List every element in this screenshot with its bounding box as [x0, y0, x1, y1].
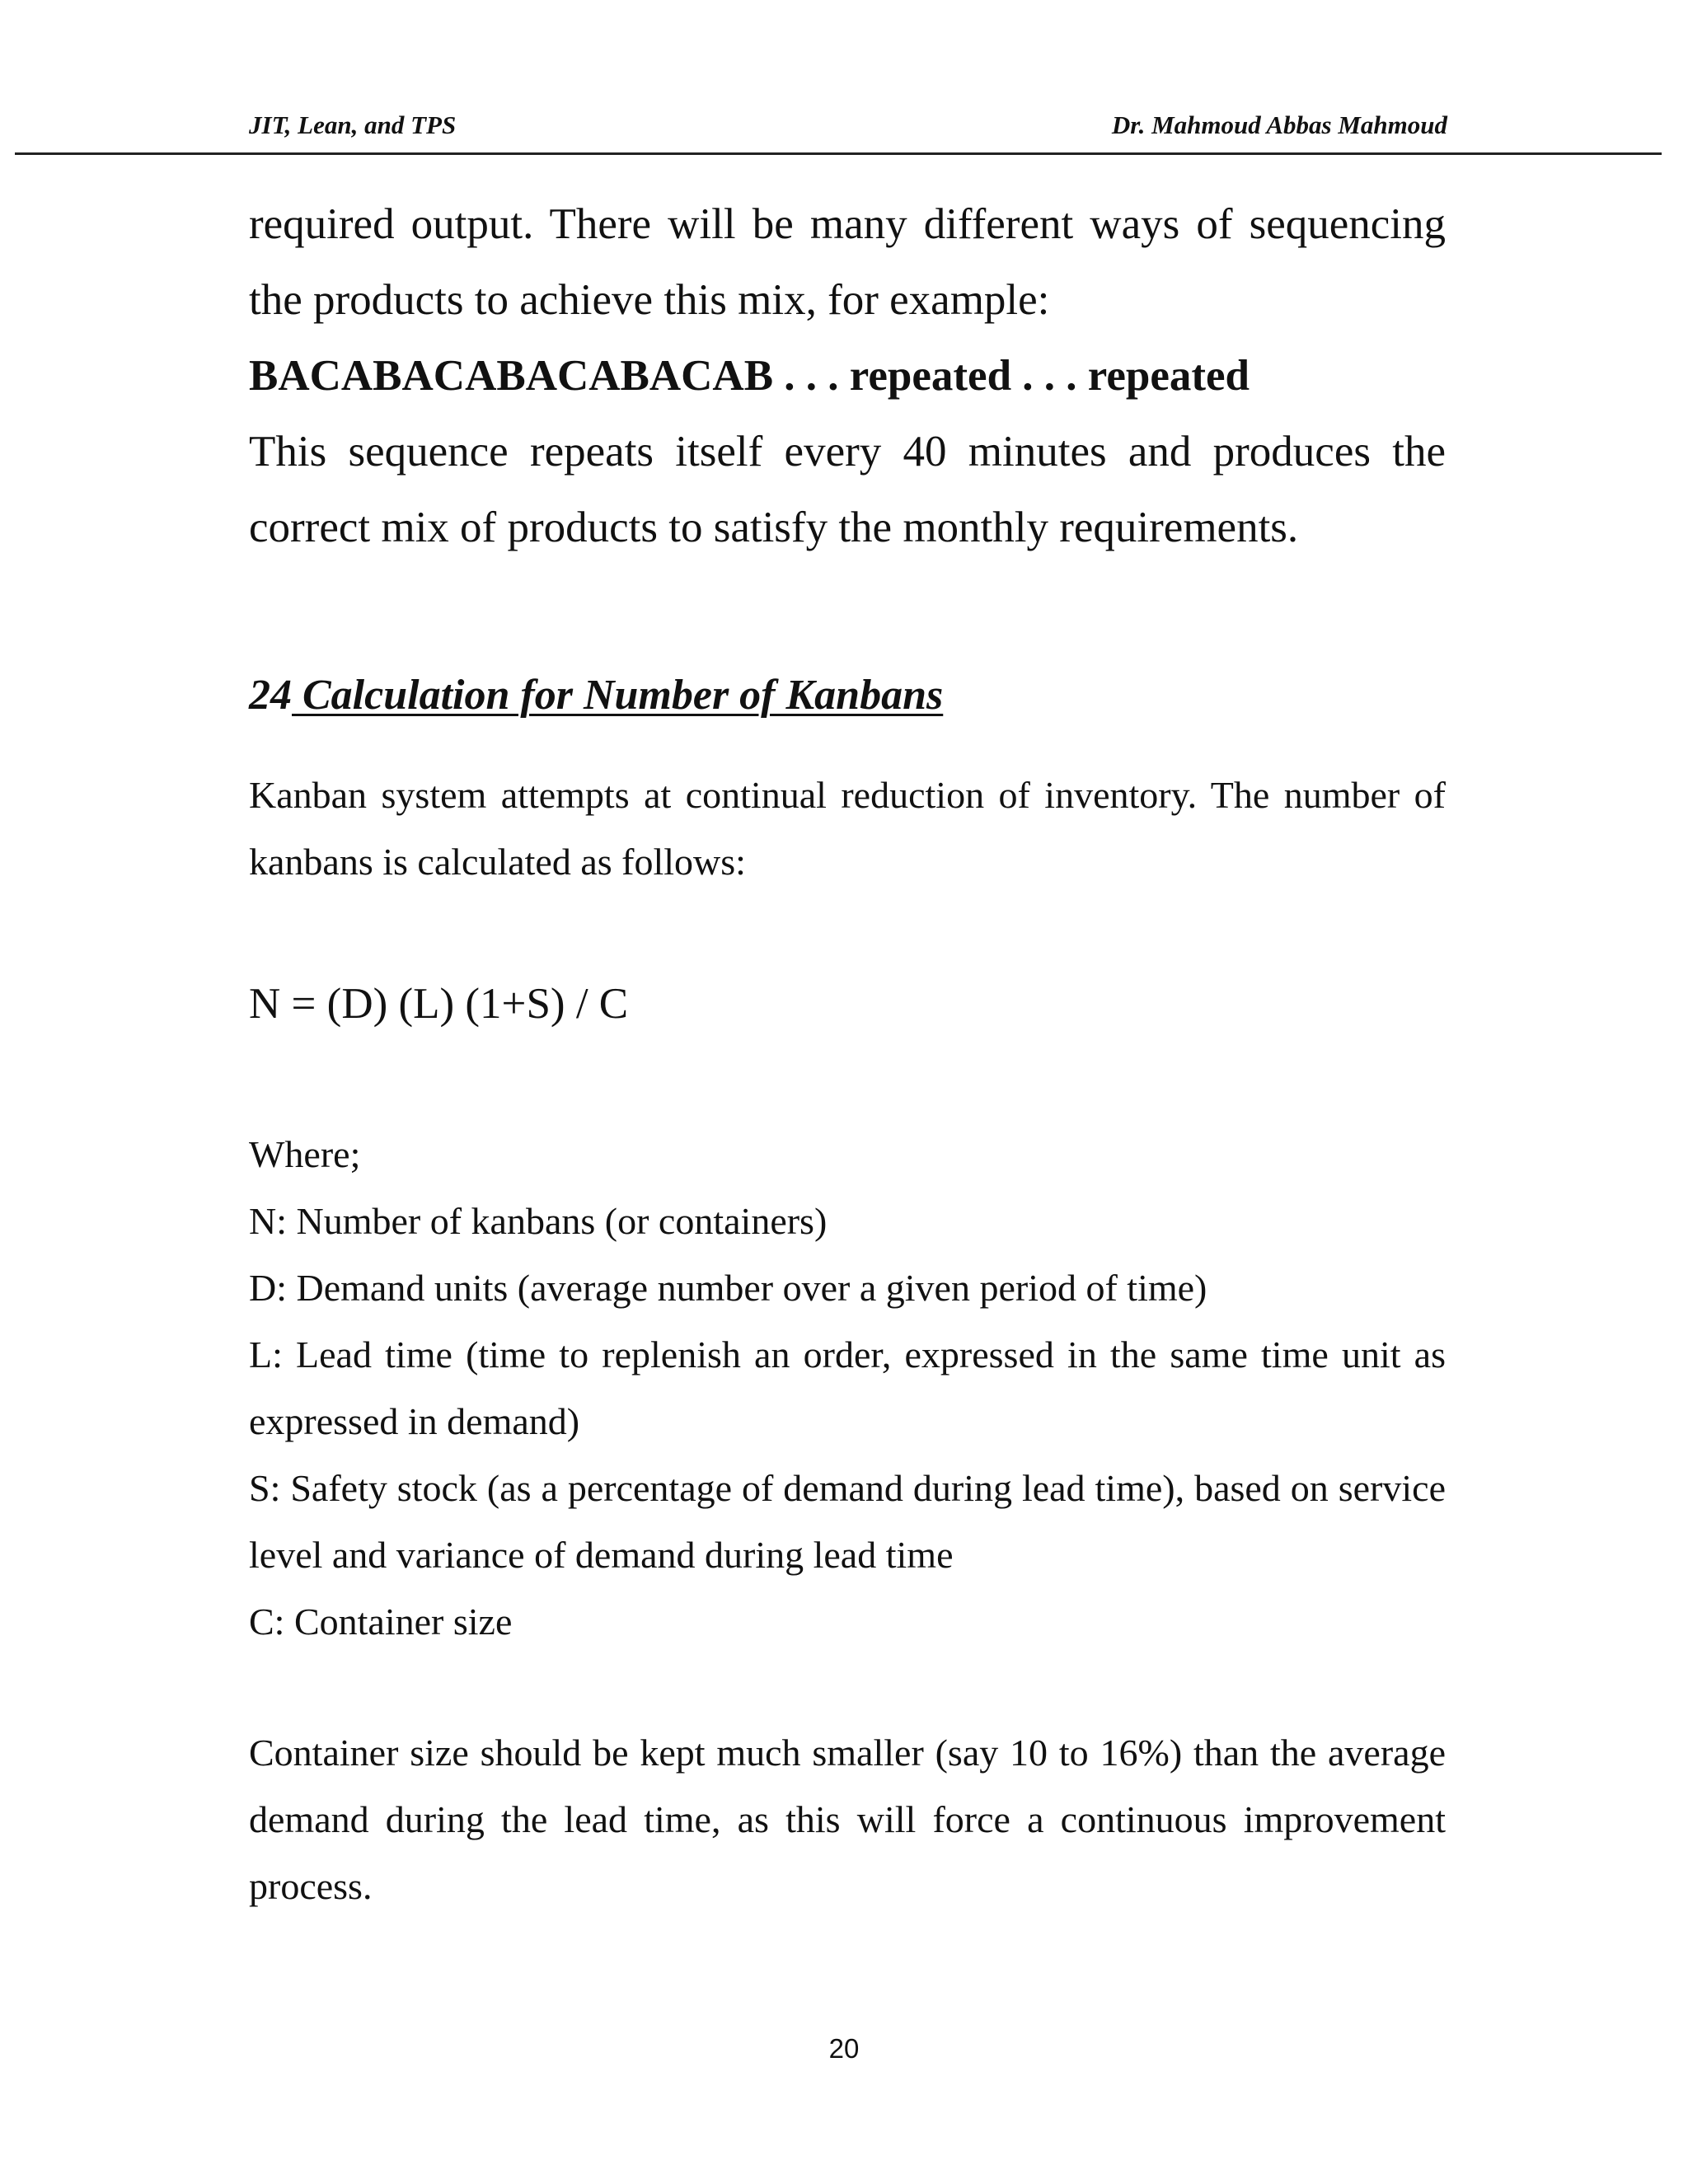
definition-s: S: Safety stock (as a percentage of demand during lead time), based on service level and variance of demand during lead time	[249, 1467, 1446, 1576]
running-header-author: Dr. Mahmoud Abbas Mahmoud	[1111, 110, 1447, 139]
section-number: 24	[249, 672, 292, 719]
header-divider	[15, 152, 1662, 155]
section-title	[292, 672, 943, 719]
where-label: Where;	[249, 1133, 361, 1175]
page-number: 20	[828, 2033, 860, 2064]
paragraph-sequence-repeats: This sequence repeats itself every 40 minutes and produces the correct mix of products to satisfy the monthly requirements.	[249, 428, 1446, 551]
section-title-space	[292, 672, 302, 719]
definition-l: L: Lead time (time to replenish an order, expressed in the same time unit as expressed in demand)	[249, 1333, 1446, 1442]
definition-d: D: Demand units (average number over a given period of time)	[249, 1267, 1207, 1309]
definition-c: C: Container size	[249, 1601, 513, 1643]
kanban-formula: N = (D) (L) (1+S) / C	[249, 980, 629, 1028]
definition-n: N: Number of kanbans (or containers)	[249, 1200, 828, 1242]
section-heading	[249, 659, 943, 732]
section-title-text: Calculation for Number of Kanbans	[302, 672, 944, 719]
sequence-example: BACABACABACABACAB . . . repeated . . . repeated	[249, 352, 1250, 400]
running-header-title: JIT, Lean, and TPS	[249, 110, 457, 139]
paragraph-container-size: Container size should be kept much smaller (say 10 to 16%) than the average demand during the lead time, as this will force a continuous improvement process.	[249, 1732, 1446, 1907]
definitions-list	[249, 1121, 1446, 1655]
paragraph-kanban-intro: Kanban system attempts at continual reduction of inventory. The number of kanbans is calculated as follows:	[249, 774, 1446, 883]
paragraph-required-output: required output. There will be many different ways of sequencing the products to achieve this mix, for example:	[249, 200, 1446, 324]
